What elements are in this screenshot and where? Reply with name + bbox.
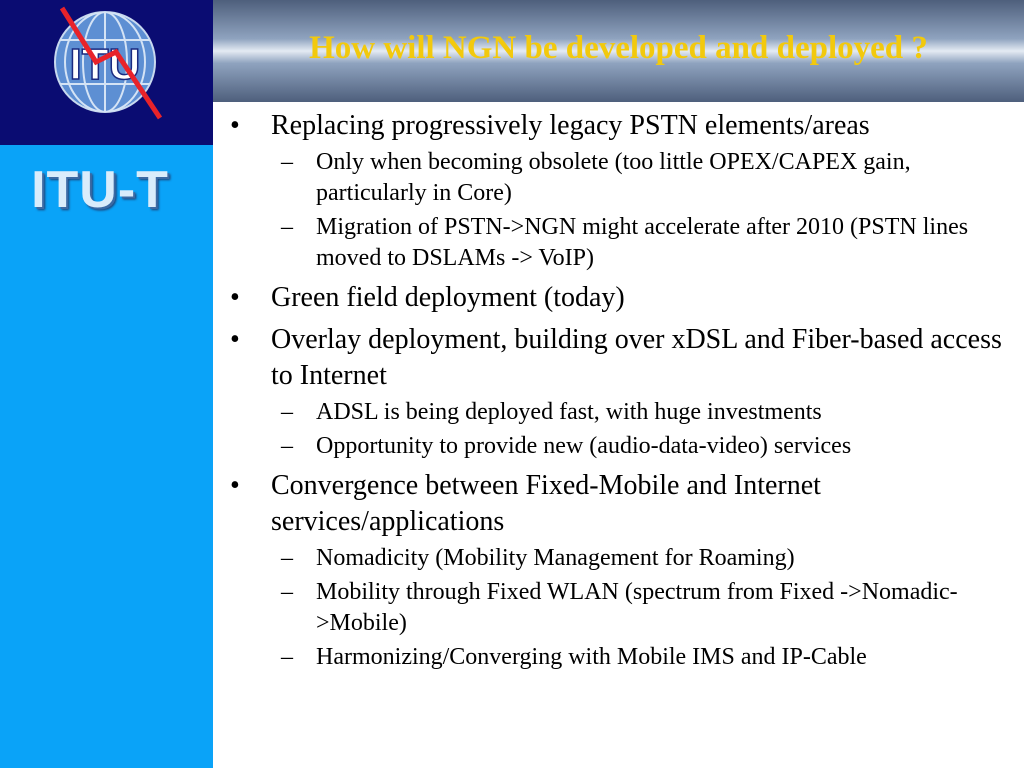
sub-bullet-item [226, 147, 1016, 209]
dash-marker: – [281, 214, 293, 240]
slide-content [226, 108, 1016, 673]
sub-bullet-text: ADSL is being deployed fast, with huge investments [316, 399, 822, 425]
sub-bullet-text: Nomadicity (Mobility Management for Roaming) [316, 545, 795, 571]
dash-marker: – [281, 545, 293, 571]
bullet-item [226, 468, 1016, 540]
sub-bullet-text: Mobility through Fixed WLAN (spectrum from Fixed ->Nomadic->Mobile) [316, 579, 958, 636]
dash-marker: – [281, 579, 293, 605]
bullet-text: Overlay deployment, building over xDSL and Fiber-based access to Internet [271, 324, 1002, 391]
itu-globe-logo-icon [0, 0, 213, 145]
bullet-item [226, 280, 1016, 316]
sub-bullet-item [226, 577, 1016, 639]
dash-marker: – [281, 433, 293, 459]
sub-bullet-text: Harmonizing/Converging with Mobile IMS and IP-Cable [316, 644, 867, 670]
title-bar [213, 0, 1024, 102]
sub-bullet-text: Opportunity to provide new (audio-data-video) services [316, 433, 852, 459]
bullet-marker: • [230, 470, 240, 501]
bullet-text: Convergence between Fixed-Mobile and Internet services/applications [271, 470, 821, 537]
slide-title: How will NGN be developed and deployed ? [309, 30, 928, 66]
bullet-item [226, 322, 1016, 394]
dash-marker: – [281, 399, 293, 425]
sub-bullet-text: Migration of PSTN->NGN might accelerate after 2010 (PSTN lines moved to DSLAMs -> VoIP) [316, 214, 969, 271]
sub-bullet-item [226, 431, 1016, 462]
bullet-marker: • [230, 324, 240, 355]
sub-bullet-text: Only when becoming obsolete (too little OPEX/CAPEX gain, particularly in Core) [316, 149, 911, 206]
itu-logo [0, 0, 213, 145]
bullet-text: Green field deployment (today) [271, 282, 625, 313]
brand-label: ITU-T [31, 161, 169, 219]
bullet-marker: • [230, 110, 240, 141]
sub-bullet-item [226, 543, 1016, 574]
sub-bullet-item [226, 642, 1016, 673]
bullet-marker: • [230, 282, 240, 313]
bullet-item [226, 108, 1016, 144]
logo-text: ITU [69, 40, 141, 89]
sub-bullet-item [226, 212, 1016, 274]
sidebar [0, 0, 213, 768]
sub-bullet-item [226, 397, 1016, 428]
dash-marker: – [281, 149, 293, 175]
bullet-text: Replacing progressively legacy PSTN elements/areas [271, 110, 870, 141]
dash-marker: – [281, 644, 293, 670]
